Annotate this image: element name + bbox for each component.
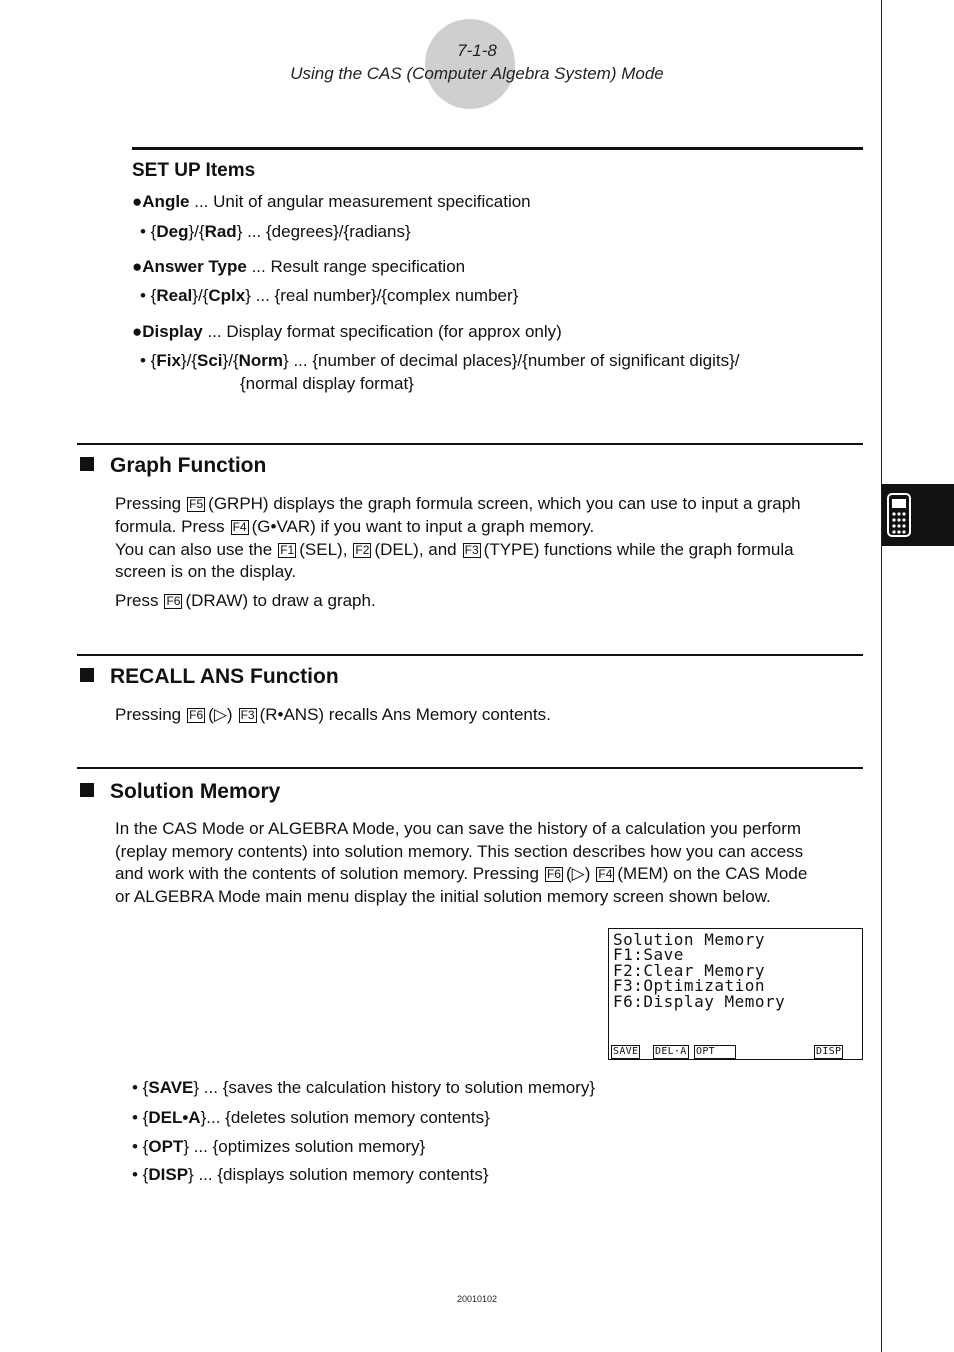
item-key: SAVE xyxy=(148,1078,194,1097)
square-bullet-icon xyxy=(80,783,94,797)
graph-heading xyxy=(80,454,266,478)
key-f6: F6 xyxy=(166,594,181,608)
text: (DEL), and xyxy=(374,540,457,559)
text: (R•ANS) recalls Ans Memory contents. xyxy=(259,705,551,724)
calculator-screen xyxy=(608,928,863,1060)
display-option-desc-cont: {normal display format} xyxy=(240,374,414,393)
screen-line: F2:Clear Memory xyxy=(613,961,765,980)
item-desc: } ... {displays solution memory contents} xyxy=(188,1165,489,1184)
key-f3: F3 xyxy=(240,708,255,722)
key-f6: F6 xyxy=(546,867,561,881)
option-fix: Fix xyxy=(156,351,181,370)
fkey-save: SAVE xyxy=(613,1046,639,1057)
display-option-desc: ... {number of decimal places}/{number of significant digits}/ xyxy=(288,351,740,370)
square-bullet-icon xyxy=(80,668,94,682)
answer-option-desc: ... {real number}/{complex number} xyxy=(250,286,519,305)
key-f1: F1 xyxy=(280,543,295,557)
text: formula. Press xyxy=(115,517,225,536)
solution-rule xyxy=(77,767,863,769)
margin-line xyxy=(881,0,882,1352)
option-cplx: Cplx xyxy=(208,286,246,305)
solution-line-3 xyxy=(115,863,807,886)
item-key: DEL•A xyxy=(148,1108,201,1127)
setup-answer-type xyxy=(132,256,465,279)
screen-line: F6:Display Memory xyxy=(613,992,786,1011)
display-desc: ... Display format specification (for approx only) xyxy=(202,322,562,341)
angle-desc: ... Unit of angular measurement specification xyxy=(189,192,531,211)
recall-rule xyxy=(77,654,863,656)
graph-rule xyxy=(77,443,863,445)
key-f6: F6 xyxy=(189,708,204,722)
graph-line-5 xyxy=(115,590,376,613)
text: and work with the contents of solution memory. Pressing xyxy=(115,864,539,883)
solution-heading-text: Solution Memory xyxy=(110,780,281,803)
item-key: DISP xyxy=(148,1165,189,1184)
setup-angle-options: • {Deg}/{Rad} ... {degrees}/{radians} xyxy=(140,222,411,241)
angle-label: Angle xyxy=(142,192,190,211)
screen-line: F3:Optimization xyxy=(613,976,765,995)
solution-heading xyxy=(80,780,280,804)
graph-line-2 xyxy=(115,516,594,539)
text: (▷) xyxy=(208,705,233,724)
item-desc: } ... {saves the calculation history to solution memory} xyxy=(193,1078,595,1097)
text: (G•VAR) if you want to input a graph memory. xyxy=(251,517,595,536)
chapter-title: Using the CAS (Computer Algebra System) Mode xyxy=(290,64,664,83)
recall-heading xyxy=(80,665,339,689)
solution-line-4: or ALGEBRA Mode main menu display the initial solution memory screen shown below. xyxy=(115,887,771,906)
setup-angle xyxy=(132,191,531,214)
option-deg: Deg xyxy=(156,222,189,241)
chapter-tab xyxy=(882,484,954,546)
graph-line-3 xyxy=(115,539,794,562)
text: Pressing xyxy=(115,705,182,724)
text: (MEM) on the CAS Mode xyxy=(617,864,808,883)
display-label: Display xyxy=(142,322,203,341)
list-item: • {OPT} ... {optimizes solution memory} xyxy=(132,1137,426,1156)
setup-heading: SET UP Items xyxy=(132,160,256,181)
recall-line xyxy=(115,704,551,727)
solution-line-2: (replay memory contents) into solution memory. This section describes how you can access xyxy=(115,842,804,861)
item-desc: }... {deletes solution memory contents} xyxy=(200,1108,490,1127)
key-f2: F2 xyxy=(355,543,370,557)
graph-line-1 xyxy=(115,493,801,516)
bullet-dot: ● xyxy=(132,322,143,341)
bullet-dot: ● xyxy=(132,257,143,276)
text: (▷) xyxy=(565,864,591,883)
graph-heading-text: Graph Function xyxy=(110,454,267,477)
text: Press xyxy=(115,591,159,610)
text: (DRAW) to draw a graph. xyxy=(185,591,376,610)
fkey-opt: OPT xyxy=(694,1045,736,1059)
recall-heading-text: RECALL ANS Function xyxy=(110,665,339,688)
option-real: Real xyxy=(156,286,193,305)
item-key: OPT xyxy=(148,1137,184,1156)
angle-option-desc: ... {degrees}/{radians} xyxy=(242,222,411,241)
setup-rule xyxy=(132,147,863,150)
key-f4: F4 xyxy=(232,520,247,534)
solution-line-1: In the CAS Mode or ALGEBRA Mode, you can save the history of a calculation you perform xyxy=(115,819,802,838)
text: Pressing xyxy=(115,494,182,513)
square-bullet-icon xyxy=(80,457,94,471)
option-sci: Sci xyxy=(197,351,223,370)
answer-desc: ... Result range specification xyxy=(246,257,466,276)
setup-display-options: • {Fix}/{Sci}/{Norm} ... {number of decimal places}/{number of significant digits}/ xyxy=(140,351,740,370)
text: (GRPH) displays the graph formula screen, which you can use to input a graph xyxy=(208,494,801,513)
answer-label: Answer Type xyxy=(142,257,247,276)
item-desc: } ... {optimizes solution memory} xyxy=(183,1137,426,1156)
option-rad: Rad xyxy=(204,222,237,241)
text: You can also use the xyxy=(115,540,273,559)
key-f5: F5 xyxy=(189,497,204,511)
setup-display xyxy=(132,321,562,344)
calculator-icon xyxy=(886,492,912,538)
screen-line: F1:Save xyxy=(613,945,684,964)
text: (TYPE) functions while the graph formula xyxy=(483,540,794,559)
page-number: 7-1-8 xyxy=(457,41,497,60)
fkey-del-a: DEL·A xyxy=(655,1046,687,1057)
text: (SEL), xyxy=(299,540,348,559)
fkey-disp: DISP xyxy=(816,1046,842,1057)
list-item: • {DEL•A}... {deletes solution memory contents} xyxy=(132,1108,490,1127)
key-f3: F3 xyxy=(464,543,479,557)
list-item: • {DISP} ... {displays solution memory contents} xyxy=(132,1165,489,1184)
bullet-dot: ● xyxy=(132,192,143,211)
key-f4: F4 xyxy=(598,867,613,881)
option-norm: Norm xyxy=(238,351,284,370)
setup-answer-options: • {Real}/{Cplx} ... {real number}/{complex number} xyxy=(140,286,519,305)
footer-code: 20010102 xyxy=(456,1294,498,1304)
screen-line: Solution Memory xyxy=(613,930,765,949)
list-item: • {SAVE} ... {saves the calculation history to solution memory} xyxy=(132,1078,595,1097)
graph-line-4: screen is on the display. xyxy=(115,562,297,581)
